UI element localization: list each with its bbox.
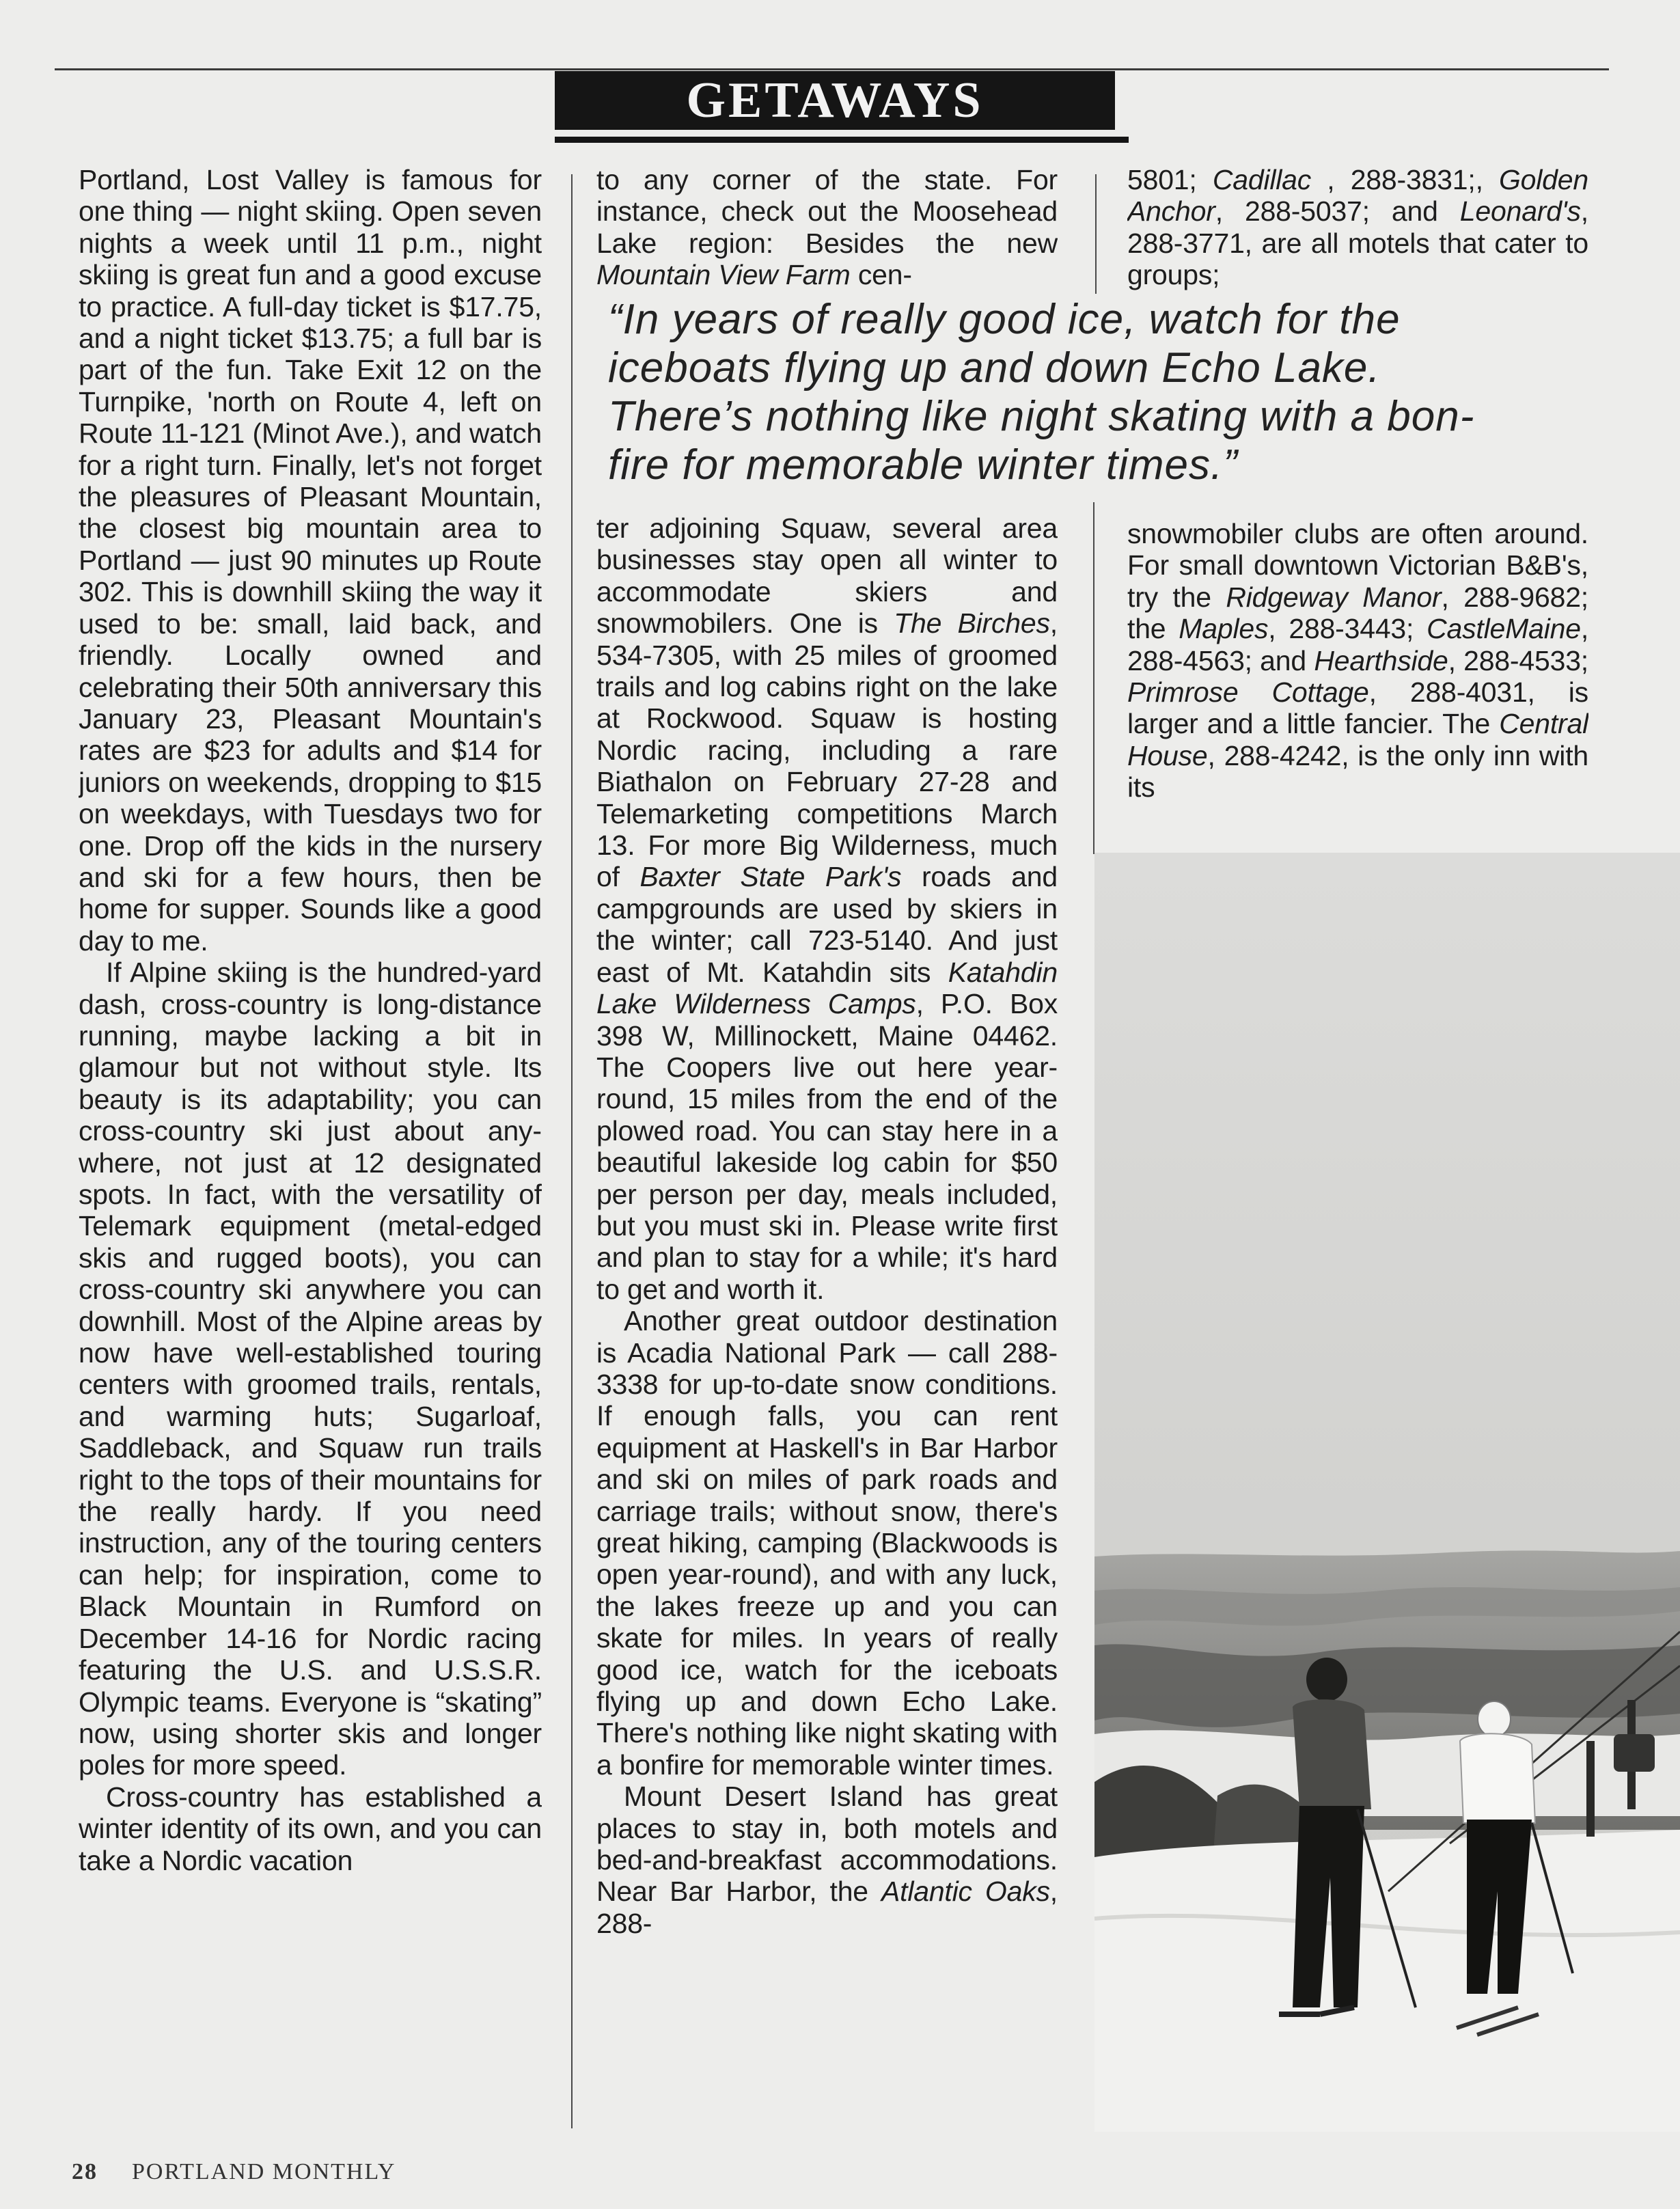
italic-name: Cadillac (1212, 164, 1312, 195)
text-run: , 288-3443; (1268, 613, 1427, 645)
article-column-2-bottom (596, 512, 1058, 2139)
text-run: , 534-7305, with 25 miles of groomed trails and log cabins right on the lake at Rockwood. Squaw is hosting Nordic racing, including a rare Biathalon on February 27-28 and Telemarketing competitions March 13. For more Big Wilderness, much of (596, 607, 1058, 893)
pull-quote-line: fire for memorable winter times.” (608, 441, 1238, 489)
text-run: , 288-3771, are all motels that cater to groups; (1127, 195, 1588, 291)
text-run: Mount Desert Island has great places to stay in, both motels and bed-and-breakfast accommodations. Near Bar Harbor, the (596, 1781, 1058, 1908)
text-run: , 288-4533; (1448, 644, 1588, 676)
italic-name: Hearthside (1314, 644, 1448, 676)
skiers-photo-illustration (1094, 853, 1680, 2132)
italic-name: Leonard's (1459, 195, 1581, 228)
pull-quote-line: “In years of really good ice, watch for the (608, 296, 1401, 343)
italic-name: Golden Anchor (1127, 164, 1588, 228)
paragraph (1127, 518, 1588, 804)
paragraph (1127, 164, 1588, 291)
column-divider (1095, 174, 1097, 294)
text-run: , 288-3831;, (1311, 164, 1499, 195)
text-run: , 288-4242, is the only inn with its (1127, 739, 1588, 804)
section-banner: GETAWAYS (555, 71, 1115, 130)
banner-underline (555, 137, 1129, 143)
pull-quote (608, 295, 1530, 500)
text-run: ter adjoining Squaw, several area businesses stay open all winter to accommodate skiers and snowmobilers. One is (596, 512, 1058, 640)
italic-name: Baxter State Park's (639, 861, 902, 893)
paragraph (596, 164, 1058, 291)
italic-name: Ridgeway Manor (1226, 581, 1442, 613)
text-run: cen- (850, 259, 912, 291)
skiers-photo (1094, 853, 1680, 2132)
text-run: snowmobiler clubs are often around. For small downtown Victorian B&B's, try the (1127, 518, 1588, 613)
paragraph: Cross-country has established a winter identity of its own, and you can take a Nordic vacation (79, 1781, 542, 1876)
paragraph: Portland, Lost Valley is famous for one thing — night skiing. Open seven nights a week until 11 p.m., night skiing is great fun and a good excuse to practice. A full-day ticket is $17.75, and a night ticket $13.75; a full bar is part of the fun. Take Exit 12 on the Turnpike, 'north on Route 4, left on Route 11-121 (Minot Ave.), and watch for a right turn. Finally, let's not forget the pleasures of Pleasant Mountain, the closest big mountain area to Portland — just 90 minutes up Route 302. This is downhill skiing the way it used to be: small, laid back, and friendly. Locally owned and celebrating their 50th anniversary this January 23, Pleasant Mountain's rates are $23 for adults and $14 for juniors on weekends, dropping to $15 on weekdays, with Tuesdays two for one. Drop off the kids in the nursery and ski for a few hours, then be home for supper. Sounds like a good day to me. (79, 164, 542, 957)
italic-name: The Birches (894, 607, 1050, 640)
page-footer (72, 2159, 396, 2185)
text-run: , 288-4031, is larger and a little fancier. The (1127, 676, 1588, 740)
text-run: , 288-5037; and (1215, 195, 1460, 228)
italic-name: Atlantic Oaks (881, 1876, 1050, 1908)
column-divider (571, 174, 573, 2128)
paragraph (596, 1781, 1058, 1939)
italic-name: CastleMaine (1427, 613, 1581, 645)
article-column-1 (79, 164, 542, 2132)
italic-name: Maples (1179, 613, 1269, 645)
text-run: 5801; (1127, 164, 1213, 195)
paragraph: Another great outdoor destination is Acadia National Park — call 288-3338 for up-to-date snow conditions. If enough falls, you can rent equipment at Haskell's in Bar Harbor and ski on miles of park roads and carriage trails; without snow, there's great hiking, camping (Blackwoods is open year-round), and with any luck, the lakes freeze up and you can skate for miles. In years of really good ice, watch for the iceboats flying up and down Echo Lake. There's nothing like night skating with a bonfire for memorable winter times. (596, 1305, 1058, 1781)
pull-quote-line: There’s nothing like night skating with a bon- (608, 393, 1475, 440)
article-column-2-top (596, 164, 1058, 294)
italic-name: Katahdin Lake Wilderness Camps (596, 956, 1058, 1020)
text-run: roads and campgrounds are used by skiers in the winter; call 723-5140. And just east of Mt. Katahdin sits (596, 861, 1058, 988)
article-column-3-top (1127, 164, 1588, 294)
paragraph (596, 512, 1058, 1305)
text-run: , P.O. Box 398 W, Millinockett, Maine 04462. The Coopers live out here year-round, 15 miles from the end of the plowed road. You can stay here in a beautiful lakeside log cabin for $50 per person per day, meals included, but you must ski in. Please write first and plan to stay for a while; it's hard to get and worth it. (596, 988, 1058, 1305)
article-column-3-bottom (1127, 518, 1588, 839)
text-run: , 288-9682; the (1127, 581, 1588, 645)
italic-name: Central House (1127, 708, 1588, 771)
publication-name: PORTLAND MONTHLY (132, 2159, 396, 2184)
paragraph: If Alpine skiing is the hundred-yard dash, cross-country is long-distance running, maybe lacking a bit in glamour but not without style. Its beauty is its adaptability; you can cross-country ski just about anywhere, not just at 12 designated spots. In fact, with the versatility of Telemark equipment (metal-edged skis and rugged boots), you can cross-country ski anywhere you can downhill. Most of the Alpine areas by now have well-established touring centers with groomed trails, rentals, and warming huts; Sugarloaf, Saddleback, and Squaw run trails right to the tops of their mountains for the really hardy. If you need instruction, any of the touring centers can help; for inspiration, come to Black Mountain in Rumford on December 14-16 for Nordic racing featuring the U.S. and U.S.S.R. Olympic teams. Everyone is “skating” now, using shorter skis and longer poles for more speed. (79, 957, 542, 1781)
italic-name: Primrose Cottage (1127, 676, 1369, 709)
page-number: 28 (72, 2159, 98, 2184)
pull-quote-line: iceboats flying up and down Echo Lake. (608, 344, 1381, 392)
text-run: to any corner of the state. For instance, check out the Moosehead Lake region: Besides the new (596, 164, 1058, 259)
text-run: , 288- (596, 1876, 1058, 1939)
italic-name: Mountain View Farm (596, 259, 851, 291)
top-rule (55, 68, 1609, 70)
text-run: , 288-4563; and (1127, 613, 1588, 676)
column-divider (1093, 502, 1094, 854)
